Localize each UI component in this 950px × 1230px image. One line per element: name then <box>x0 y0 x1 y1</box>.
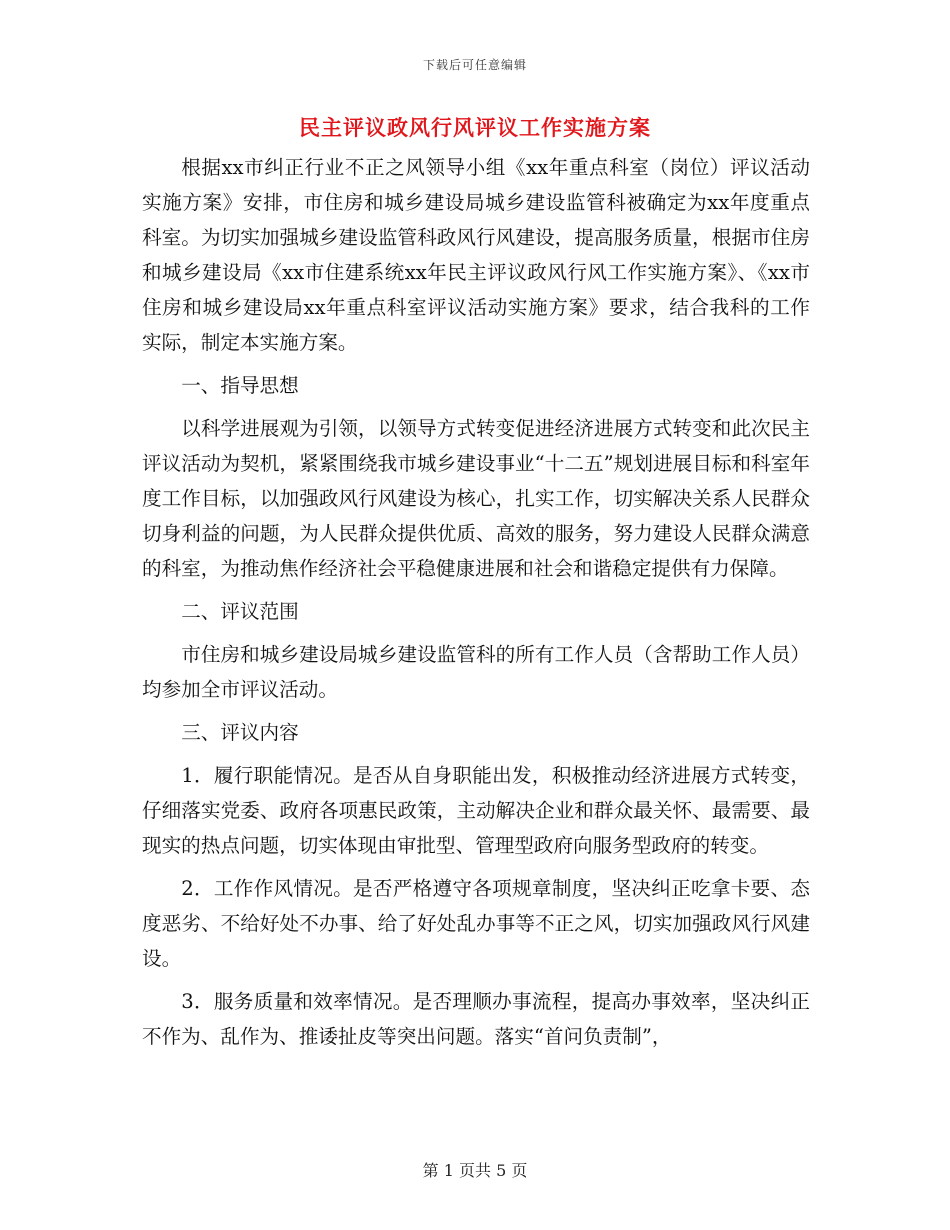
intro-paragraph: 根据xx市纠正行业不正之风领导小组《xx年重点科室（岗位）评议活动实施方案》安排，市住房和城乡建设局城乡建设监管科被确定为xx年度重点科室。为切实加强城乡建设监管科政风行风建设，提高服务质量，根据市住房和城乡建设局《xx市住建系统xx年民主评议政风行风工作实施方案》、《xx市住房和城乡建设局xx年重点科室评议活动实施方案》要求，结合我科的工作实际，制定本实施方案。 <box>142 156 810 354</box>
page-header-note: 下载后可任意编辑 <box>422 58 527 72</box>
section-heading-content: 三、评议内容 <box>181 721 299 744</box>
guiding-thought-paragraph: 以科学进展观为引领，以领导方式转变促进经济进展方式转变和此次民主评议活动为契机，紧紧围绕我市城乡建设事业“十二五”规划进展目标和科室年度工作目标，以加强政风行风建设为核心，扎实工作，切实解决关系人民群众切身利益的问题，为人民群众提供优质、高效的服务，努力建设人民群众满意的科室，为推动焦作经济社会平稳健康进展和社会和谐稳定提供有力保障。 <box>142 417 810 580</box>
content-item-2: 2．工作作风情况。是否严格遵守各项规章制度，坚决纠正吃拿卡要、态度恶劣、不给好处不办事、给了好处乱办事等不正之风，切实加强政风行风建设。 <box>142 877 810 970</box>
document-title: 民主评议政风行风评议工作实施方案 <box>299 115 651 140</box>
page-number: 第 1 页共 5 页 <box>422 1161 528 1180</box>
content-item-1: 1．履行职能情况。是否从自身职能出发，积极推动经济进展方式转变，仔细落实党委、政府各项惠民政策，主动解决企业和群众最关怀、最需要、最现实的热点问题，切实体现由审批型、管理型政府向服务型政府的转变。 <box>142 764 810 857</box>
document-body <box>142 150 810 1062</box>
scope-paragraph: 市住房和城乡建设局城乡建设监管科的所有工作人员（含帮助工作人员）均参加全市评议活动。 <box>142 643 810 701</box>
section-heading-guiding-thought: 一、指导思想 <box>181 374 299 397</box>
section-heading-scope: 二、评议范围 <box>181 600 299 623</box>
content-item-3: 3．服务质量和效率情况。是否理顺办事流程，提高办事效率，坚决纠正不作为、乱作为、推诿扯皮等突出问题。落实“首问负责制”， <box>142 990 810 1048</box>
